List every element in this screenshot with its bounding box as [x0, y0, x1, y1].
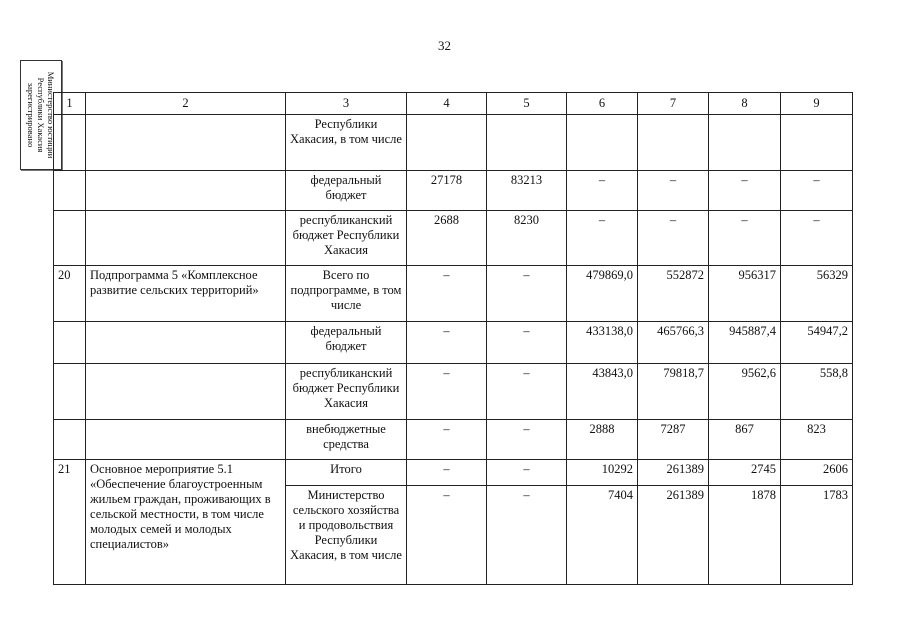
- funding-source: Итого: [286, 460, 407, 486]
- header-cell: 3: [286, 93, 407, 115]
- row-number: [54, 171, 86, 211]
- table-row: [54, 322, 853, 364]
- value-col-7: 261389: [638, 486, 709, 585]
- value-col-4: –: [407, 364, 487, 420]
- value-col-4: –: [407, 460, 487, 486]
- header-row: [54, 93, 853, 115]
- value-col-8: 945887,4: [709, 322, 781, 364]
- table-row: [54, 364, 853, 420]
- value-col-9: –: [781, 211, 853, 266]
- table-row: [54, 115, 853, 171]
- row-number: [54, 211, 86, 266]
- value-col-8: 867: [709, 420, 781, 460]
- value-col-9: 56329: [781, 266, 853, 322]
- funding-source: республиканский бюджет Республики Хакасия: [286, 211, 407, 266]
- funding-source: внебюджетные средства: [286, 420, 407, 460]
- item-name: [86, 364, 286, 420]
- value-col-7: –: [638, 211, 709, 266]
- value-col-4: 2688: [407, 211, 487, 266]
- stamp-line-3: зарегистрировано: [26, 82, 36, 148]
- value-col-7: 261389: [638, 460, 709, 486]
- item-name: Основное мероприятие 5.1 «Обеспечение благоустроенным жильем граждан, проживающих в сельской местности, в том числе молодых семей и молодых специалистов»: [86, 460, 286, 585]
- table-row: [54, 460, 853, 486]
- value-col-5: [487, 115, 567, 171]
- value-col-8: 1878: [709, 486, 781, 585]
- row-number: [54, 115, 86, 171]
- header-cell: 4: [407, 93, 487, 115]
- value-col-6: 2888: [567, 420, 638, 460]
- value-col-9: 823: [781, 420, 853, 460]
- funding-source: федеральный бюджет: [286, 171, 407, 211]
- value-col-6: 7404: [567, 486, 638, 585]
- value-col-8: 956317: [709, 266, 781, 322]
- value-col-8: –: [709, 211, 781, 266]
- value-col-7: [638, 115, 709, 171]
- value-col-9: 2606: [781, 460, 853, 486]
- value-col-9: 558,8: [781, 364, 853, 420]
- value-col-4: –: [407, 420, 487, 460]
- header-cell: 8: [709, 93, 781, 115]
- value-col-7: 79818,7: [638, 364, 709, 420]
- item-name: [86, 115, 286, 171]
- value-col-4: –: [407, 486, 487, 585]
- row-number: [54, 364, 86, 420]
- table-row: [54, 171, 853, 211]
- value-col-6: 433138,0: [567, 322, 638, 364]
- value-col-5: –: [487, 486, 567, 585]
- header-cell: 1: [54, 93, 86, 115]
- value-col-6: 479869,0: [567, 266, 638, 322]
- value-col-8: 9562,6: [709, 364, 781, 420]
- stamp-line-1: Министерство юстиции: [46, 71, 56, 159]
- funding-source: Республики Хакасия, в том числе: [286, 115, 407, 171]
- value-col-5: –: [487, 460, 567, 486]
- value-col-9: –: [781, 171, 853, 211]
- value-col-6: [567, 115, 638, 171]
- value-col-6: –: [567, 171, 638, 211]
- budget-table: [53, 92, 853, 585]
- value-col-9: [781, 115, 853, 171]
- table-row: [54, 420, 853, 460]
- value-col-4: [407, 115, 487, 171]
- item-name: Подпрограмма 5 «Комплексное развитие сельских территорий»: [86, 266, 286, 322]
- page-number: 32: [438, 38, 451, 53]
- value-col-5: –: [487, 364, 567, 420]
- item-name: [86, 420, 286, 460]
- value-col-4: –: [407, 322, 487, 364]
- header-cell: 5: [487, 93, 567, 115]
- header-cell: 6: [567, 93, 638, 115]
- value-col-9: 54947,2: [781, 322, 853, 364]
- value-col-6: 43843,0: [567, 364, 638, 420]
- value-col-7: 552872: [638, 266, 709, 322]
- value-col-5: –: [487, 420, 567, 460]
- funding-source: федеральный бюджет: [286, 322, 407, 364]
- row-number: 20: [54, 266, 86, 322]
- value-col-7: –: [638, 171, 709, 211]
- value-col-5: –: [487, 322, 567, 364]
- header-cell: 9: [781, 93, 853, 115]
- row-number: [54, 322, 86, 364]
- value-col-8: [709, 115, 781, 171]
- value-col-4: 27178: [407, 171, 487, 211]
- funding-source: Министерство сельского хозяйства и продовольствия Республики Хакасия, в том числе: [286, 486, 407, 585]
- value-col-8: –: [709, 171, 781, 211]
- value-col-5: 83213: [487, 171, 567, 211]
- row-number: 21: [54, 460, 86, 585]
- value-col-7: 7287: [638, 420, 709, 460]
- header-cell: 2: [86, 93, 286, 115]
- stamp-line-2: Республики Хакасия: [36, 77, 46, 153]
- table-row: [54, 266, 853, 322]
- value-col-6: 10292: [567, 460, 638, 486]
- row-number: [54, 420, 86, 460]
- funding-source: республиканский бюджет Республики Хакасия: [286, 364, 407, 420]
- value-col-5: –: [487, 266, 567, 322]
- value-col-6: –: [567, 211, 638, 266]
- item-name: [86, 322, 286, 364]
- value-col-9: 1783: [781, 486, 853, 585]
- value-col-8: 2745: [709, 460, 781, 486]
- item-name: [86, 211, 286, 266]
- funding-source: Всего по подпрограмме, в том числе: [286, 266, 407, 322]
- header-cell: 7: [638, 93, 709, 115]
- value-col-7: 465766,3: [638, 322, 709, 364]
- value-col-4: –: [407, 266, 487, 322]
- table-row: [54, 211, 853, 266]
- item-name: [86, 171, 286, 211]
- value-col-5: 8230: [487, 211, 567, 266]
